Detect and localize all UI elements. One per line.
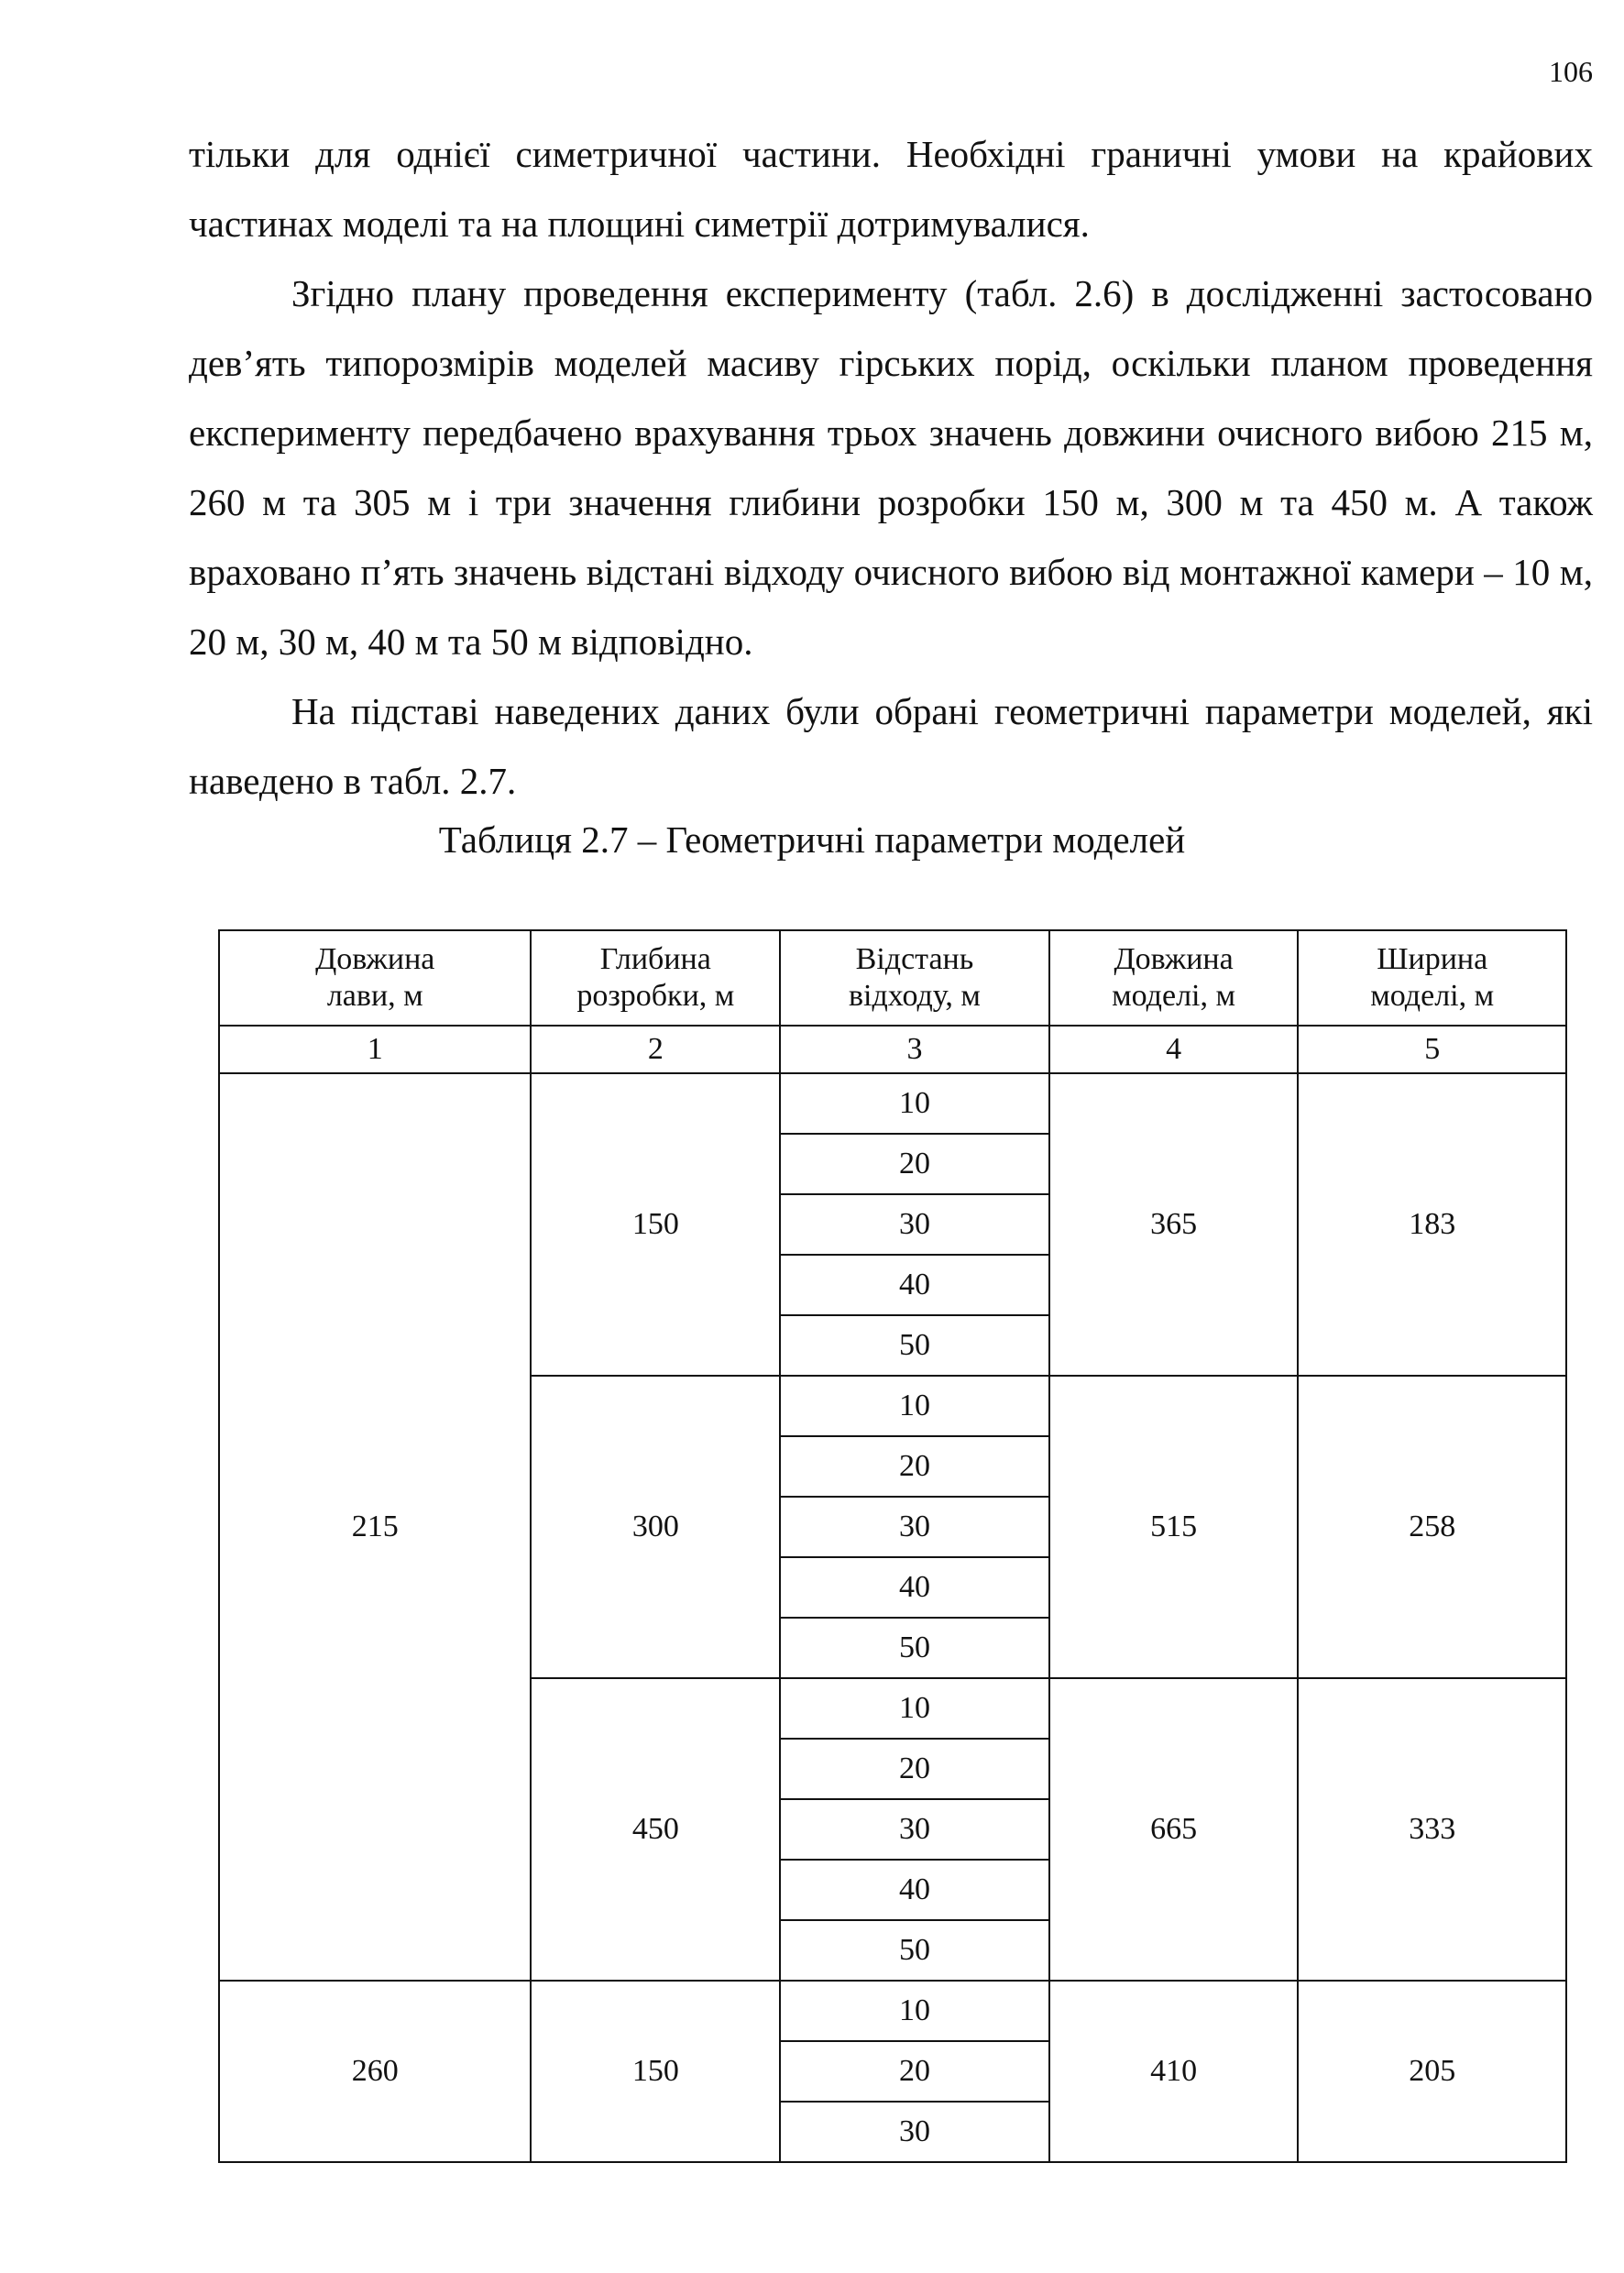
cell-offset: 30: [780, 1194, 1049, 1255]
cell-offset: 50: [780, 1920, 1049, 1981]
cell-offset: 40: [780, 1557, 1049, 1618]
cell-offset: 10: [780, 1981, 1049, 2041]
paragraph-3: На підставі наведених даних були обрані геометричні параметри моделей, які наведено в табл. 2.7.: [189, 690, 1593, 802]
paragraph-2: Згідно плану проведення експерименту (табл. 2.6) в дослідженні застосовано дев’ять типорозмірів моделей масиву гірських порід, оскільки планом проведення експерименту передбачено врахування трьох значень довжини очисного вибою 215 м, 260 м та 305 м і три значення глибини розробки 150 м, 300 м та 450 м. А також враховано п’ять значень відстані відходу очисного вибою від монтажної камери – 10 м, 20 м, 30 м, 40 м та 50 м відповідно.: [189, 272, 1593, 663]
cell-face-length: 215: [219, 1073, 531, 1981]
cell-offset: 10: [780, 1376, 1049, 1436]
column-number-row: [219, 1026, 1566, 1073]
table-caption: Таблиця 2.7 – Геометричні параметри моделей: [438, 818, 1186, 861]
cell-depth: 150: [531, 1981, 780, 2162]
table-row: [219, 1073, 1566, 1134]
cell-offset: 50: [780, 1315, 1049, 1376]
paragraph-1: тільки для однієї симетричної частини. Необхідні граничні умови на крайових частинах моделі та на площині симетрії дотримувалися.: [189, 133, 1593, 245]
cell-offset: 20: [780, 1436, 1049, 1497]
cell-model-width: 258: [1298, 1376, 1566, 1678]
cell-model-length: 410: [1049, 1981, 1299, 2162]
column-number: 1: [219, 1026, 531, 1073]
cell-offset: 10: [780, 1073, 1049, 1134]
table-row: [219, 1981, 1566, 2041]
page-number: 106: [1549, 55, 1593, 88]
cell-model-length: 515: [1049, 1376, 1299, 1678]
header-model-length: Довжина моделі, м: [1049, 930, 1299, 1026]
cell-face-length: 260: [219, 1981, 531, 2162]
header-depth: Глибина розробки, м: [531, 930, 780, 1026]
cell-depth: 300: [531, 1376, 780, 1678]
cell-offset: 30: [780, 2102, 1049, 2162]
cell-offset: 30: [780, 1799, 1049, 1860]
cell-offset: 20: [780, 1134, 1049, 1194]
header-face-length: Довжина лави, м: [219, 930, 531, 1026]
cell-model-length: 665: [1049, 1678, 1299, 1981]
cell-offset: 50: [780, 1618, 1049, 1678]
cell-offset: 20: [780, 2041, 1049, 2102]
cell-model-width: 333: [1298, 1678, 1566, 1981]
cell-offset: 10: [780, 1678, 1049, 1739]
column-number: 5: [1298, 1026, 1566, 1073]
cell-offset: 20: [780, 1739, 1049, 1799]
header-row: [219, 930, 1566, 1026]
cell-depth: 150: [531, 1073, 780, 1376]
cell-offset: 40: [780, 1255, 1049, 1315]
geometry-parameters-table: [218, 929, 1567, 2163]
cell-model-width: 183: [1298, 1073, 1566, 1376]
cell-offset: 30: [780, 1497, 1049, 1557]
cell-depth: 450: [531, 1678, 780, 1981]
column-number: 4: [1049, 1026, 1299, 1073]
column-number: 3: [780, 1026, 1049, 1073]
header-offset: Відстань відходу, м: [780, 930, 1049, 1026]
column-number: 2: [531, 1026, 780, 1073]
header-model-width: Ширина моделі, м: [1298, 930, 1566, 1026]
table-body: [219, 1073, 1566, 2162]
cell-offset: 40: [780, 1860, 1049, 1920]
cell-model-width: 205: [1298, 1981, 1566, 2162]
body-text: [189, 119, 1593, 816]
cell-model-length: 365: [1049, 1073, 1299, 1376]
